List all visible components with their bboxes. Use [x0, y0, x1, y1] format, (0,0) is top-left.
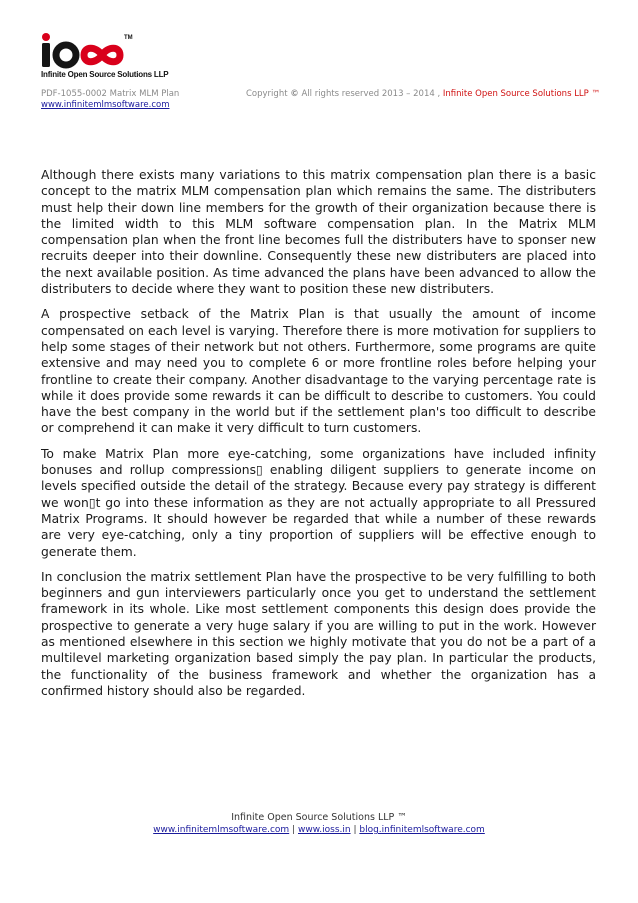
- document-meta: [41, 89, 179, 111]
- copyright-symbol: ©: [290, 89, 299, 99]
- article-body: [41, 167, 596, 708]
- copyright-company: Infinite Open Source Solutions LLP ™: [442, 89, 600, 99]
- footer-company: Infinite Open Source Solutions LLP ™: [231, 812, 407, 823]
- footer-link-blog[interactable]: blog.infinitemlsoftware.com: [359, 825, 485, 835]
- footer-link-ioss[interactable]: www.ioss.in: [298, 825, 351, 835]
- document-id: PDF-1055-0002 Matrix MLM Plan: [41, 89, 180, 99]
- paragraph: A prospective setback of the Matrix Plan is that usually the amount of income compensated on each level is varying. Therefore there is more motivation for suppliers to help some stages of their network but not others. Furthermore, some programs are quite extensive and may need you to complete 6 or more frontline roles before helping your frontline to create their company. Another disadvantage to the varying percentage rate is while it does provide some rewards it can be difficult to describe to customers. You could have the best company in the world but if the settlement plan's too difficult to describe or comprehend it can make it very difficult to turn customers.: [41, 307, 596, 436]
- footer-separator: |: [353, 825, 357, 835]
- copyright-prefix: Copyright: [246, 89, 288, 99]
- logo-tm: TM: [124, 35, 133, 41]
- footer-separator: |: [292, 825, 296, 835]
- paragraph: In conclusion the matrix settlement Plan have the prospective to be very fulfilling to both beginners and gun interviewers particularly once you get to understand the settlement framework in its whole. Like most settlement components this design does provide the prospective to generate a very huge salary if you are willing to put in the work. However as mentioned elsewhere in this section we highly motivate that you do not be a part of a multilevel marketing organization based simply the pay plan. In particular the products, the functionality of the business framework and whether the organization has a confirmed history should also be regarded.: [41, 569, 596, 698]
- footer-link-website[interactable]: www.infinitemlmsoftware.com: [153, 825, 290, 835]
- copyright-line: [246, 89, 600, 99]
- logo-mark-icon: [40, 32, 140, 70]
- page-footer: [0, 812, 638, 835]
- company-logo: [40, 32, 170, 82]
- paragraph: To make Matrix Plan more eye-catching, some organizations have included infinity bonuses and rollup compressions▯ enabling diligent suppliers to generate income on levels specified outside the detail of the strategy. Because every pay strategy is different we won▯t go into these information as they are not actually appropriate to all Pressured Matrix Programs. It should however be regarded that while a number of these rewards are very eye-catching, only a tiny proportion of suppliers will be effective enough to generate them.: [41, 446, 596, 559]
- header-website-link[interactable]: www.infinitemlmsoftware.com: [41, 100, 170, 110]
- logo-tagline: Infinite Open Source Solutions LLP: [41, 70, 169, 79]
- paragraph: Although there exists many variations to this matrix compensation plan there is a basic concept to the matrix MLM compensation plan which remains the same. The distributers must help their down line members for the growth of their organization because there is the limited width to this MLM software compensation plan. In the Matrix MLM compensation plan when the front line becomes full the distributers have to sponser new recruits deeper into their downline. Consequently these new distributers are placed into the next available position. As time advanced the plans have been advanced to allow the distributers to decide where they want to position these new distributers.: [41, 168, 596, 297]
- footer-links: [0, 825, 638, 835]
- copyright-text: All rights reserved 2013 – 2014 ,: [301, 89, 441, 99]
